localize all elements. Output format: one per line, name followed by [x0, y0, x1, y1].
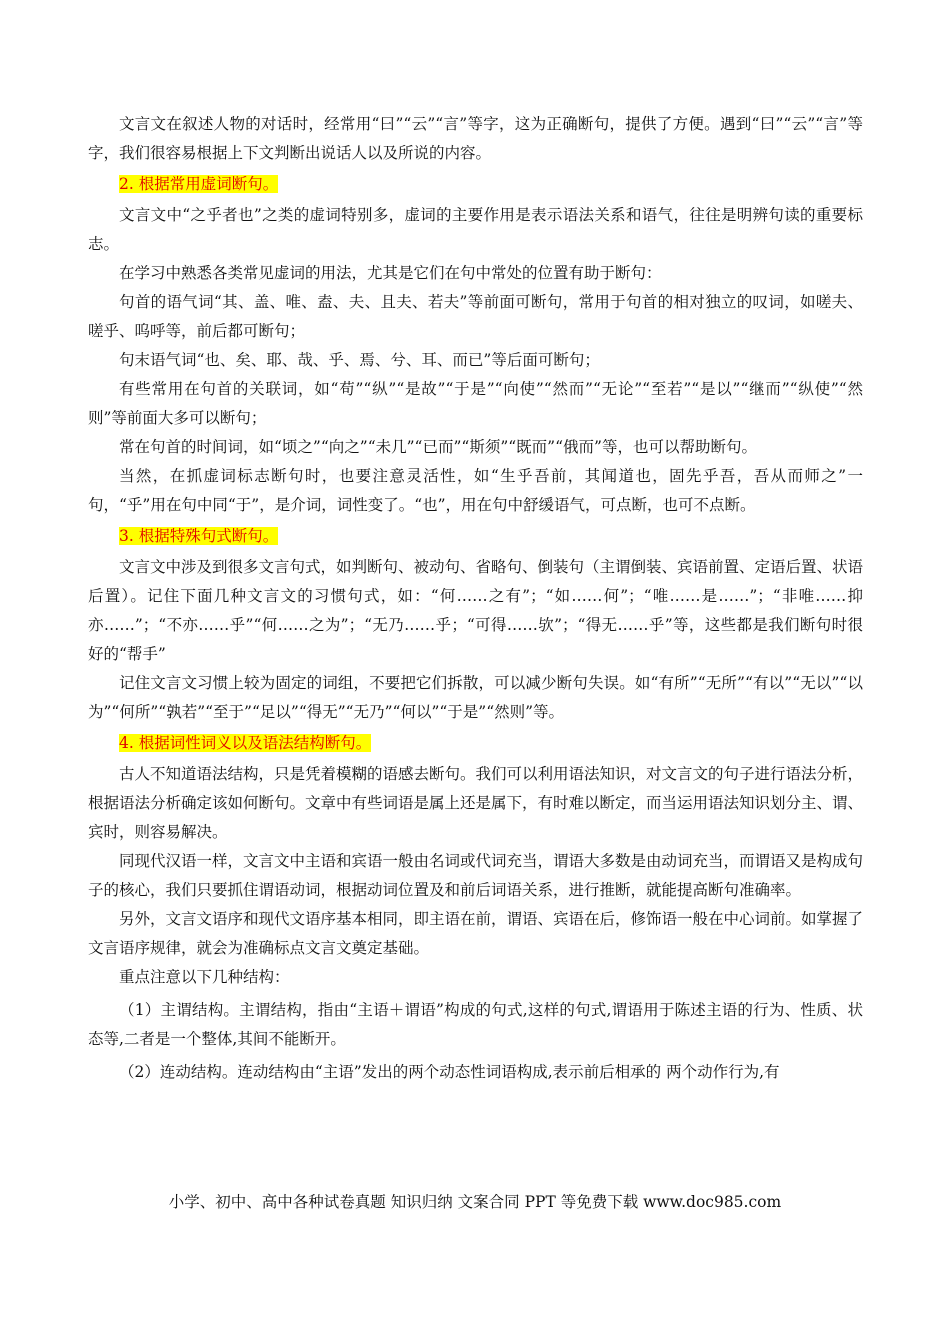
body-paragraph: 文言文在叙述人物的对话时，经常用“曰”“云”“言”等字，这为正确断句，提供了方便。遇到“曰”“云”“言”等字，我们很容易根据上下文判断出说话人以及所说的内容。	[88, 115, 863, 162]
body-paragraph: 古人不知道语法结构，只是凭着模糊的语感去断句。我们可以利用语法知识，对文言文的句子进行语法分析，根据语法分析确定该如何断句。文章中有些词语是属上还是属下，有时难以断定，而当运用语法知识划分主、谓、宾时，则容易解决。	[88, 765, 864, 841]
highlighted-heading-text: 3. 根据特殊句式断句。	[119, 527, 279, 545]
body-paragraph: 文言文中涉及到很多文言句式，如判断句、被动句、省略句、倒装句（主谓倒装、宾语前置、定语后置、状语后置）。记住下面几种文言文的习惯句式，如：“何……之有”；“如……何”；“唯……是……”；“非唯……抑亦……”；“不亦……乎”“何……之为”；“无乃……乎；“可得……欤”；“得无……乎”等，这些都是我们断句时很好的“帮手”	[88, 558, 864, 663]
document-body	[88, 110, 863, 1087]
body-paragraph: （1）主谓结构。主谓结构，指由“主语＋谓语”构成的句式,这样的句式,谓语用于陈述主语的行为、性质、状态等,二者是一个整体,其间不能断开。	[88, 1001, 863, 1048]
section-heading	[119, 522, 863, 551]
section-heading	[119, 729, 863, 758]
body-paragraph: 另外，文言文语序和现代文语序基本相同，即主语在前，谓语、宾语在后，修饰语一般在中心词前。如掌握了文言语序规律，就会为准确标点文言文奠定基础。	[88, 910, 864, 957]
body-paragraph: 常在句首的时间词，如“顷之”“向之”“未几”“已而”“斯须”“既而”“俄而”等，也可以帮助断句。	[119, 438, 757, 456]
body-paragraph: 句末语气词“也、矣、耶、哉、乎、焉、兮、耳、而已”等后面可断句；	[119, 351, 600, 369]
highlighted-heading-text: 2. 根据常用虚词断句。	[119, 175, 279, 193]
body-paragraph: （2）连动结构。连动结构由“主语”发出的两个动态性词语构成,表示前后相承的 两个动作行为,有	[119, 1063, 780, 1081]
body-paragraph: 当然，在抓虚词标志断句时，也要注意灵活性，如“生乎吾前，其闻道也，固先乎吾，吾从而师之”一句，“乎”用在句中同“于”，是介词，词性变了。“也”，用在句中舒缓语气，可点断，也可不点断。	[88, 467, 863, 514]
body-paragraph: 在学习中熟悉各类常见虚词的用法，尤其是它们在句中常处的位置有助于断句：	[119, 264, 662, 282]
body-paragraph: 句首的语气词“其、盖、唯、盍、夫、且夫、若夫”等前面可断句，常用于句首的相对独立的叹词，如嗟夫、嗟乎、呜呼等，前后都可断句；	[88, 293, 863, 340]
body-paragraph: 文言文中“之乎者也”之类的虚词特别多，虚词的主要作用是表示语法关系和语气，往往是明辨句读的重要标志。	[88, 206, 863, 253]
highlighted-heading-text: 4. 根据词性词义以及语法结构断句。	[119, 734, 372, 752]
body-paragraph: 同现代汉语一样，文言文中主语和宾语一般由名词或代词充当，谓语大多数是由动词充当，而谓语又是构成句子的核心，我们只要抓住谓语动词，根据动词位置及和前后词语关系，进行推断，就能提高断句准确率。	[88, 852, 864, 899]
section-heading	[119, 170, 863, 199]
body-paragraph: 记住文言文习惯上较为固定的词组，不要把它们拆散，可以减少断句失误。如“有所”“无所”“有以”“无以”“以为”“何所”“孰若”“至于”“足以”“得无”“无乃”“何以”“于是”“然则”等。	[88, 674, 863, 721]
body-paragraph: 有些常用在句首的关联词，如“苟”“纵”“是故”“于是”“向使”“然而”“无论”“至若”“是以”“继而”“纵使”“然则”等前面大多可以断句；	[88, 380, 863, 427]
body-paragraph: 重点注意以下几种结构：	[119, 968, 290, 986]
page-footer: 小学、初中、高中各种试卷真题 知识归纳 文案合同 PPT 等免费下载 www.doc985.com	[168, 1193, 782, 1211]
